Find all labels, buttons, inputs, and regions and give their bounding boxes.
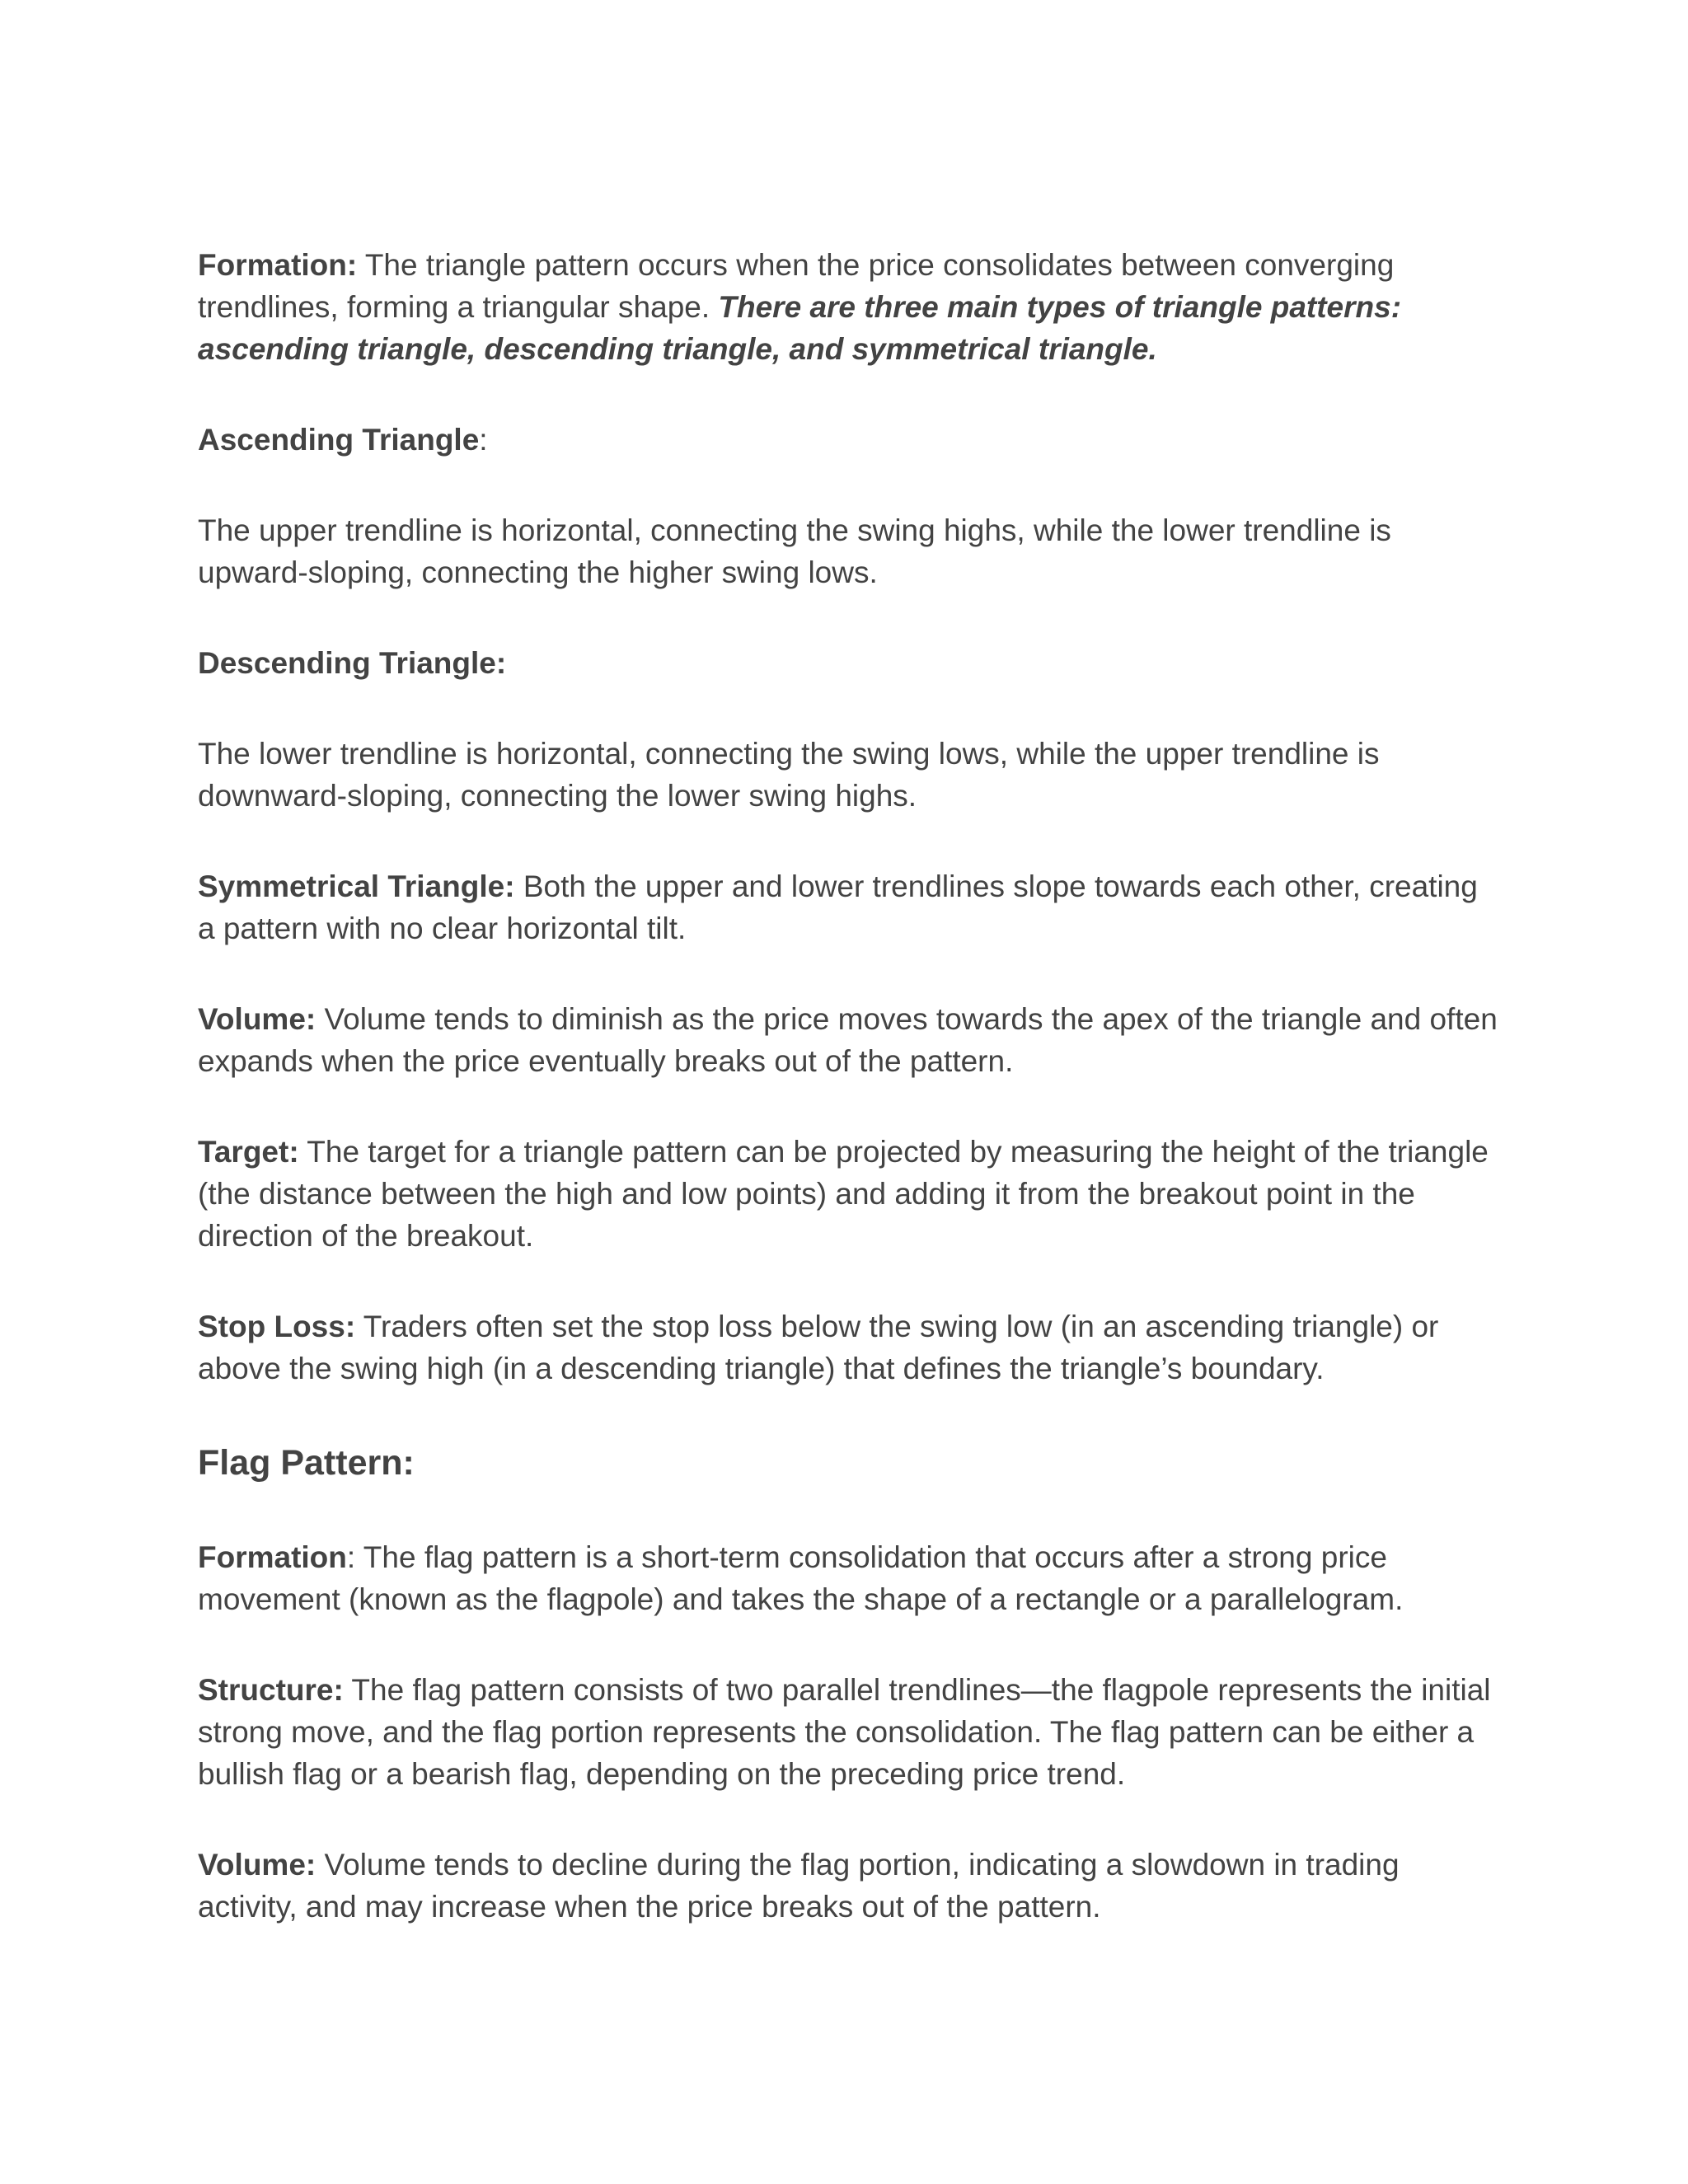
triangle-stop-loss-text: Traders often set the stop loss below the swing low (in an ascending triangle) or above the swing high (in a descending triangle) that defines the triangle’s boundary.	[198, 1310, 1439, 1385]
ascending-triangle-heading	[198, 419, 1500, 461]
flag-structure-paragraph	[198, 1669, 1500, 1795]
flag-formation-paragraph	[198, 1536, 1500, 1620]
symmetrical-triangle-paragraph	[198, 865, 1500, 949]
triangle-target-label: Target:	[198, 1135, 299, 1169]
descending-triangle-paragraph: The lower trendline is horizontal, connecting the swing lows, while the upper trendline is downward-sloping, connecting the lower swing highs.	[198, 737, 1380, 813]
ascending-triangle-colon: :	[479, 423, 488, 457]
ascending-triangle-paragraph: The upper trendline is horizontal, connecting the swing highs, while the lower trendline is upward-sloping, connecting the higher swing lows.	[198, 513, 1391, 589]
flag-volume-text: Volume tends to decline during the flag portion, indicating a slowdown in trading activity, and may increase when the price breaks out of the pattern.	[198, 1848, 1400, 1924]
descending-triangle-heading	[198, 642, 1500, 684]
flag-volume-paragraph	[198, 1844, 1500, 1928]
descending-triangle-label: Descending Triangle:	[198, 646, 507, 680]
flag-structure-label: Structure:	[198, 1673, 344, 1707]
triangle-types-emphasis: There are three main types of triangle patterns: ascending triangle, descending triangle, and symmetrical triangle.	[198, 290, 1402, 366]
flag-formation-text: : The flag pattern is a short-term consolidation that occurs after a strong price movement (known as the flagpole) and takes the shape of a rectangle or a parallelogram.	[198, 1540, 1404, 1616]
ascending-triangle-label: Ascending Triangle	[198, 423, 480, 457]
triangle-formation-label: Formation:	[198, 248, 358, 282]
triangle-target-text: The target for a triangle pattern can be projected by measuring the height of the triangle (the distance between the high and low points) and adding it from the breakout point in the direction of the breakout.	[198, 1135, 1489, 1253]
triangle-volume-text: Volume tends to diminish as the price moves towards the apex of the triangle and often expands when the price eventually breaks out of the pattern.	[198, 1002, 1498, 1078]
triangle-formation-paragraph	[198, 244, 1500, 370]
flag-pattern-heading: Flag Pattern:	[198, 1443, 415, 1483]
triangle-stop-loss-label: Stop Loss:	[198, 1310, 356, 1343]
flag-volume-label: Volume:	[198, 1848, 316, 1882]
symmetrical-triangle-text: Both the upper and lower trendlines slope towards each other, creating a pattern with no clear horizontal tilt.	[198, 869, 1478, 945]
triangle-volume-label: Volume:	[198, 1002, 316, 1036]
triangle-target-paragraph	[198, 1131, 1500, 1257]
flag-formation-label: Formation	[198, 1540, 347, 1574]
triangle-formation-text: The triangle pattern occurs when the price consolidates between converging trendlines, forming a triangular shape.	[198, 248, 1395, 324]
flag-structure-text: The flag pattern consists of two parallel trendlines—the flagpole represents the initial strong move, and the flag portion represents the consolidation. The flag pattern can be either a bullish flag or a bearish flag, depending on the preceding price trend.	[198, 1673, 1491, 1791]
triangle-volume-paragraph	[198, 998, 1500, 1082]
symmetrical-triangle-label: Symmetrical Triangle:	[198, 869, 515, 903]
document-page	[198, 244, 1500, 1928]
triangle-stop-loss-paragraph	[198, 1305, 1500, 1390]
